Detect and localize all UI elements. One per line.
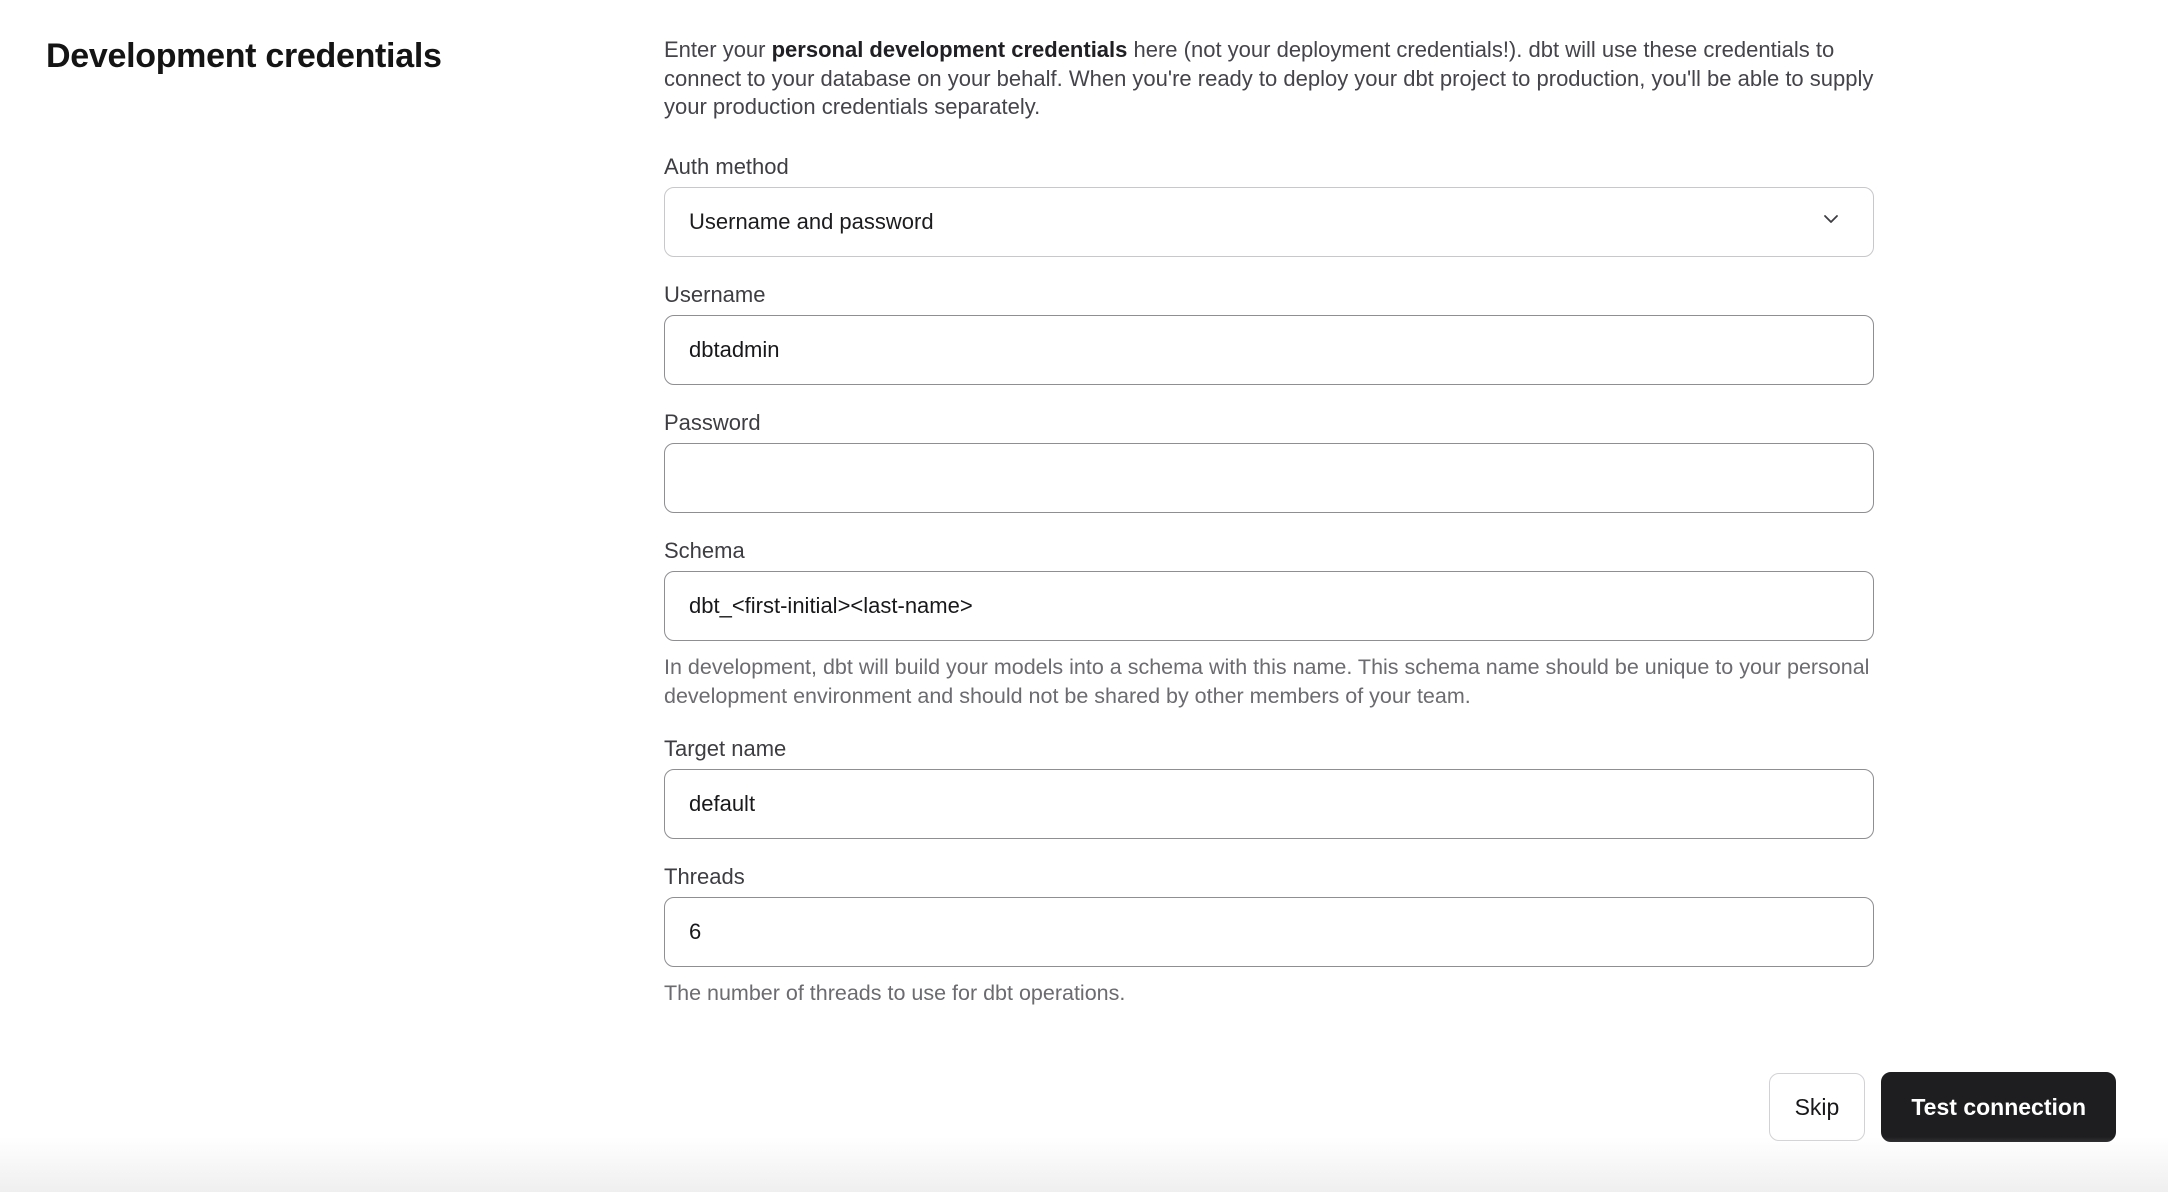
auth-method-label: Auth method	[664, 153, 789, 179]
schema-label: Schema	[664, 537, 745, 563]
description-suffix: here (not your deployment credentials!). dbt will use these credentials to connect to your database on your behalf. When you're ready to deploy your dbt project to production, you'll be able to supply your production credentials separately.	[664, 37, 1874, 119]
skip-button[interactable]: Skip	[1769, 1073, 1866, 1141]
bottom-fade	[0, 1137, 2168, 1192]
threads-label: Threads	[664, 863, 745, 889]
threads-input[interactable]	[664, 897, 1874, 967]
password-group	[664, 410, 1874, 513]
target-name-input[interactable]	[664, 769, 1874, 839]
chevron-down-icon	[1821, 209, 1841, 234]
description-bold: personal development credentials	[771, 37, 1128, 62]
description-prefix: Enter your	[664, 37, 772, 62]
target-name-label: Target name	[664, 735, 787, 761]
schema-help-text: In development, dbt will build your models into a schema with this name. This schema name should be unique to your personal development environment and should not be shared by other members of your team.	[664, 654, 1870, 708]
auth-method-group	[664, 154, 1874, 257]
password-input[interactable]	[664, 443, 1874, 513]
target-name-group	[664, 736, 1874, 839]
test-connection-button[interactable]: Test connection	[1881, 1072, 2116, 1142]
schema-group	[664, 538, 1874, 711]
footer-actions	[1769, 1072, 2116, 1142]
schema-input[interactable]	[664, 571, 1874, 641]
password-label: Password	[664, 409, 761, 435]
auth-method-select[interactable]	[664, 187, 1874, 257]
threads-group	[664, 864, 1874, 1008]
username-group	[664, 282, 1874, 385]
username-input[interactable]	[664, 315, 1874, 385]
threads-help-text: The number of threads to use for dbt operations.	[664, 980, 1126, 1005]
section-title-column	[46, 36, 664, 1033]
section-description	[664, 36, 1874, 122]
username-label: Username	[664, 281, 766, 307]
auth-method-selected-value: Username and password	[689, 208, 934, 234]
credentials-form	[664, 36, 1874, 1033]
page-title: Development credentials	[46, 37, 442, 75]
